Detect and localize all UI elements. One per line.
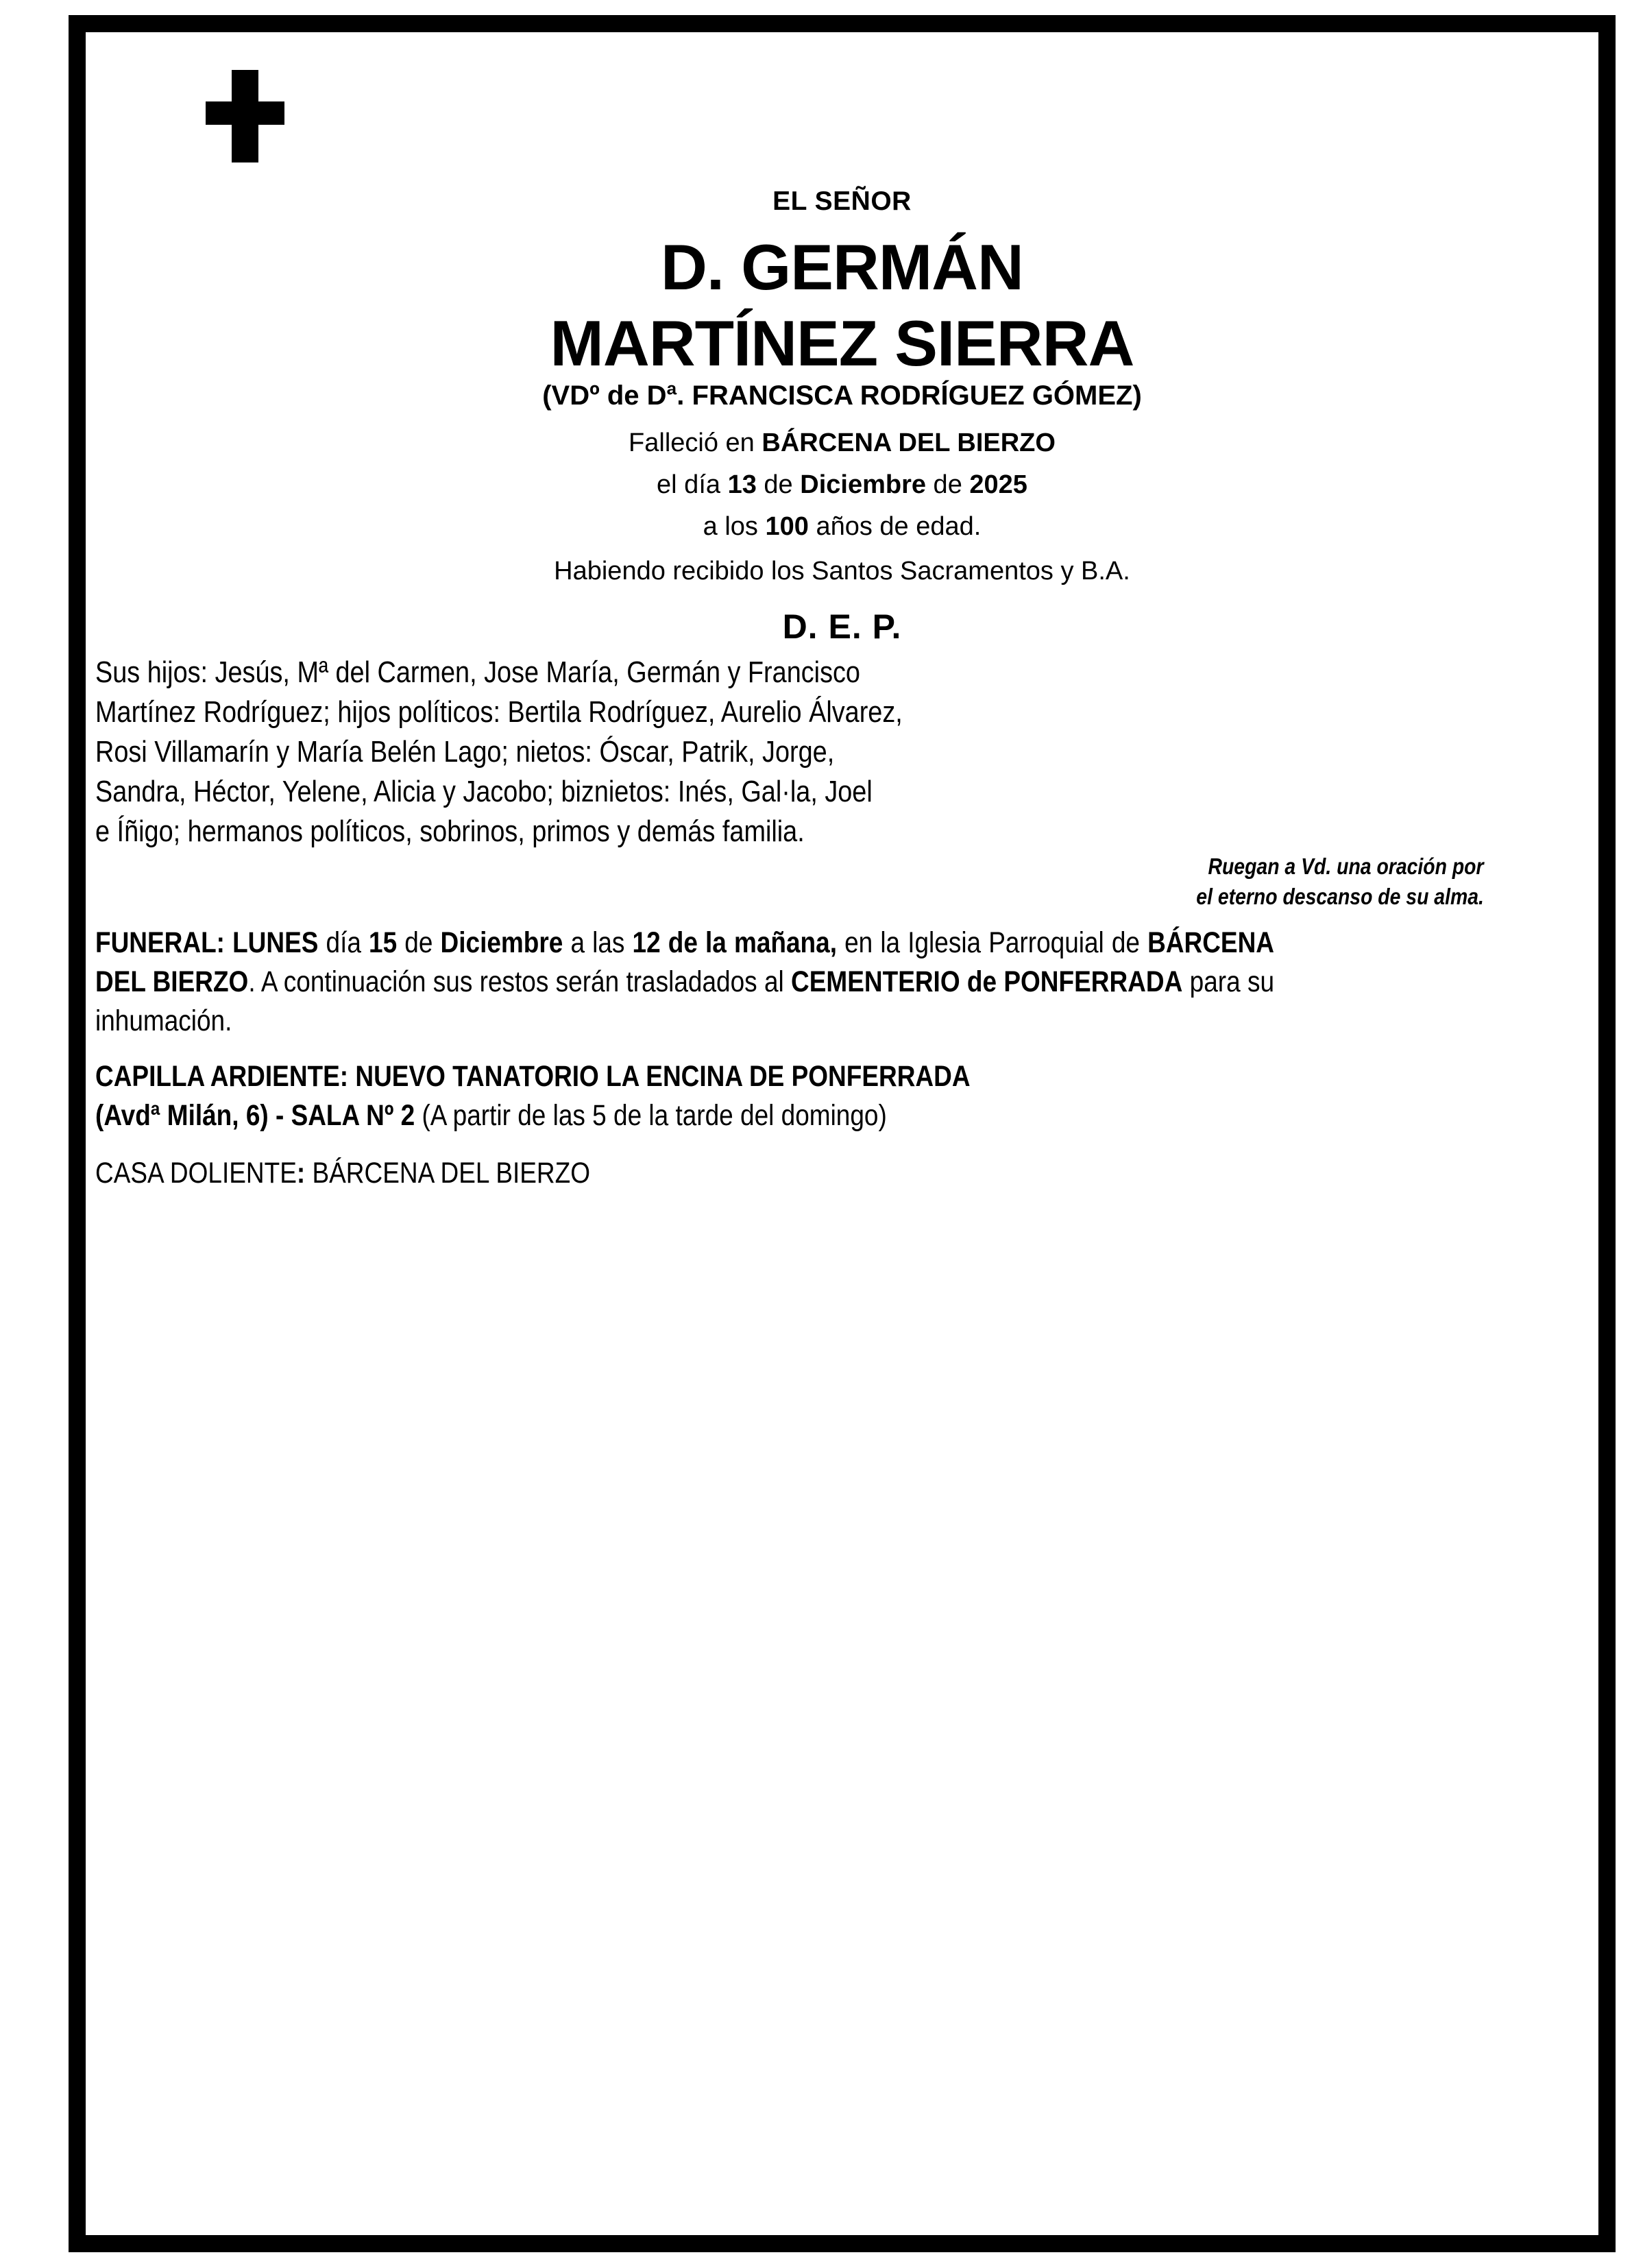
death-date-month: Diciembre (800, 470, 926, 499)
deceased-name-line-2: MARTÍNEZ SIERRA (550, 306, 1134, 379)
deceased-name-line-1: D. GERMÁN (661, 231, 1023, 303)
capilla-line-2 (95, 1096, 1280, 1135)
capilla-venue: NUEVO TANATORIO LA ENCINA DE PONFERRADA (355, 1060, 971, 1093)
death-place-prefix: Falleció en (629, 429, 762, 457)
family-line: Sandra, Héctor, Yelene, Alicia y Jacobo; biznietos: Inés, Gal·la, Joel (95, 775, 873, 809)
death-date-mid: de (756, 470, 801, 499)
funeral-day: 15 (369, 926, 398, 959)
casa-doliente-place: BÁRCENA DEL BIERZO (312, 1157, 590, 1190)
death-place-line (86, 429, 1598, 458)
death-age-line (86, 512, 1598, 542)
death-age-value: 100 (765, 512, 809, 541)
sacraments-line: Habiendo recibido los Santos Sacramentos y B.A. (554, 557, 1130, 586)
prayer-request (86, 852, 1484, 911)
casa-doliente-separator: : (296, 1157, 313, 1190)
death-date-day: 13 (727, 470, 757, 499)
funeral-cemetery: CEMENTERIO de PONFERRADA (791, 965, 1183, 999)
death-date-year: 2025 (969, 470, 1027, 499)
latin-cross-icon (192, 70, 298, 162)
family-line: Martínez Rodríguez; hijos políticos: Bertila Rodríguez, Aurelio Álvarez, (95, 695, 903, 729)
death-place-value: BÁRCENA DEL BIERZO (762, 429, 1056, 457)
funeral-month-prefix: de (397, 926, 441, 959)
capilla-address: (Avdª Milán, 6) - SALA Nº 2 (95, 1099, 415, 1133)
funeral-church-place: BÁRCENA DEL BIERZO (95, 926, 1275, 999)
spouse-line: (VDº de Dª. FRANCISCA RODRÍGUEZ GÓMEZ) (542, 381, 1142, 411)
death-date-suffix: de (926, 470, 970, 499)
funeral-label: FUNERAL: LUNES (95, 926, 319, 959)
funeral-time-prefix: a las (563, 926, 633, 959)
honorific-text: EL SEÑOR (772, 186, 912, 216)
death-age-suffix: años de edad. (808, 512, 982, 541)
family-line: Rosi Villamarín y María Belén Lago; nietos: Óscar, Patrik, Jorge, (95, 735, 835, 769)
dep-abbreviation: D. E. P. (782, 607, 902, 646)
death-age-prefix: a los (703, 512, 766, 541)
funeral-time: 12 de la mañana, (632, 926, 837, 959)
notice-content (86, 32, 1598, 2235)
honorific-label (86, 186, 1598, 217)
family-paragraph (95, 653, 1466, 852)
funeral-after-text: . A continuación sus restos serán trasladados al (248, 965, 792, 999)
prayer-line-1: Ruegan a Vd. una oración por (1208, 854, 1484, 879)
capilla-line-1 (95, 1057, 1280, 1096)
funeral-church-prefix: en la Iglesia Parroquial de (836, 926, 1148, 959)
funeral-paragraph (95, 924, 1466, 1041)
capilla-label: CAPILLA ARDIENTE (95, 1060, 340, 1093)
prayer-line-2: el eterno descanso de su alma. (1196, 883, 1484, 909)
casa-doliente-line (95, 1157, 1473, 1190)
funeral-month: Diciembre (440, 926, 563, 959)
capilla-ardiente-block (95, 1057, 1473, 1135)
death-date-line (86, 470, 1598, 500)
funeral-day-prefix: día (318, 926, 369, 959)
family-line: Sus hijos: Jesús, Mª del Carmen, Jose María, Germán y Francisco (95, 655, 860, 689)
family-line: e Íñigo; hermanos políticos, sobrinos, primos y demás familia. (95, 815, 805, 849)
funeral-closing: para su inhumación. (95, 965, 1275, 1038)
casa-doliente-label: CASA DOLIENTE (95, 1157, 297, 1190)
capilla-hours: (A partir de las 5 de la tarde del domingo) (415, 1099, 887, 1133)
capilla-separator: : (339, 1060, 356, 1093)
death-date-prefix: el día (657, 470, 728, 499)
deceased-name (86, 230, 1598, 382)
